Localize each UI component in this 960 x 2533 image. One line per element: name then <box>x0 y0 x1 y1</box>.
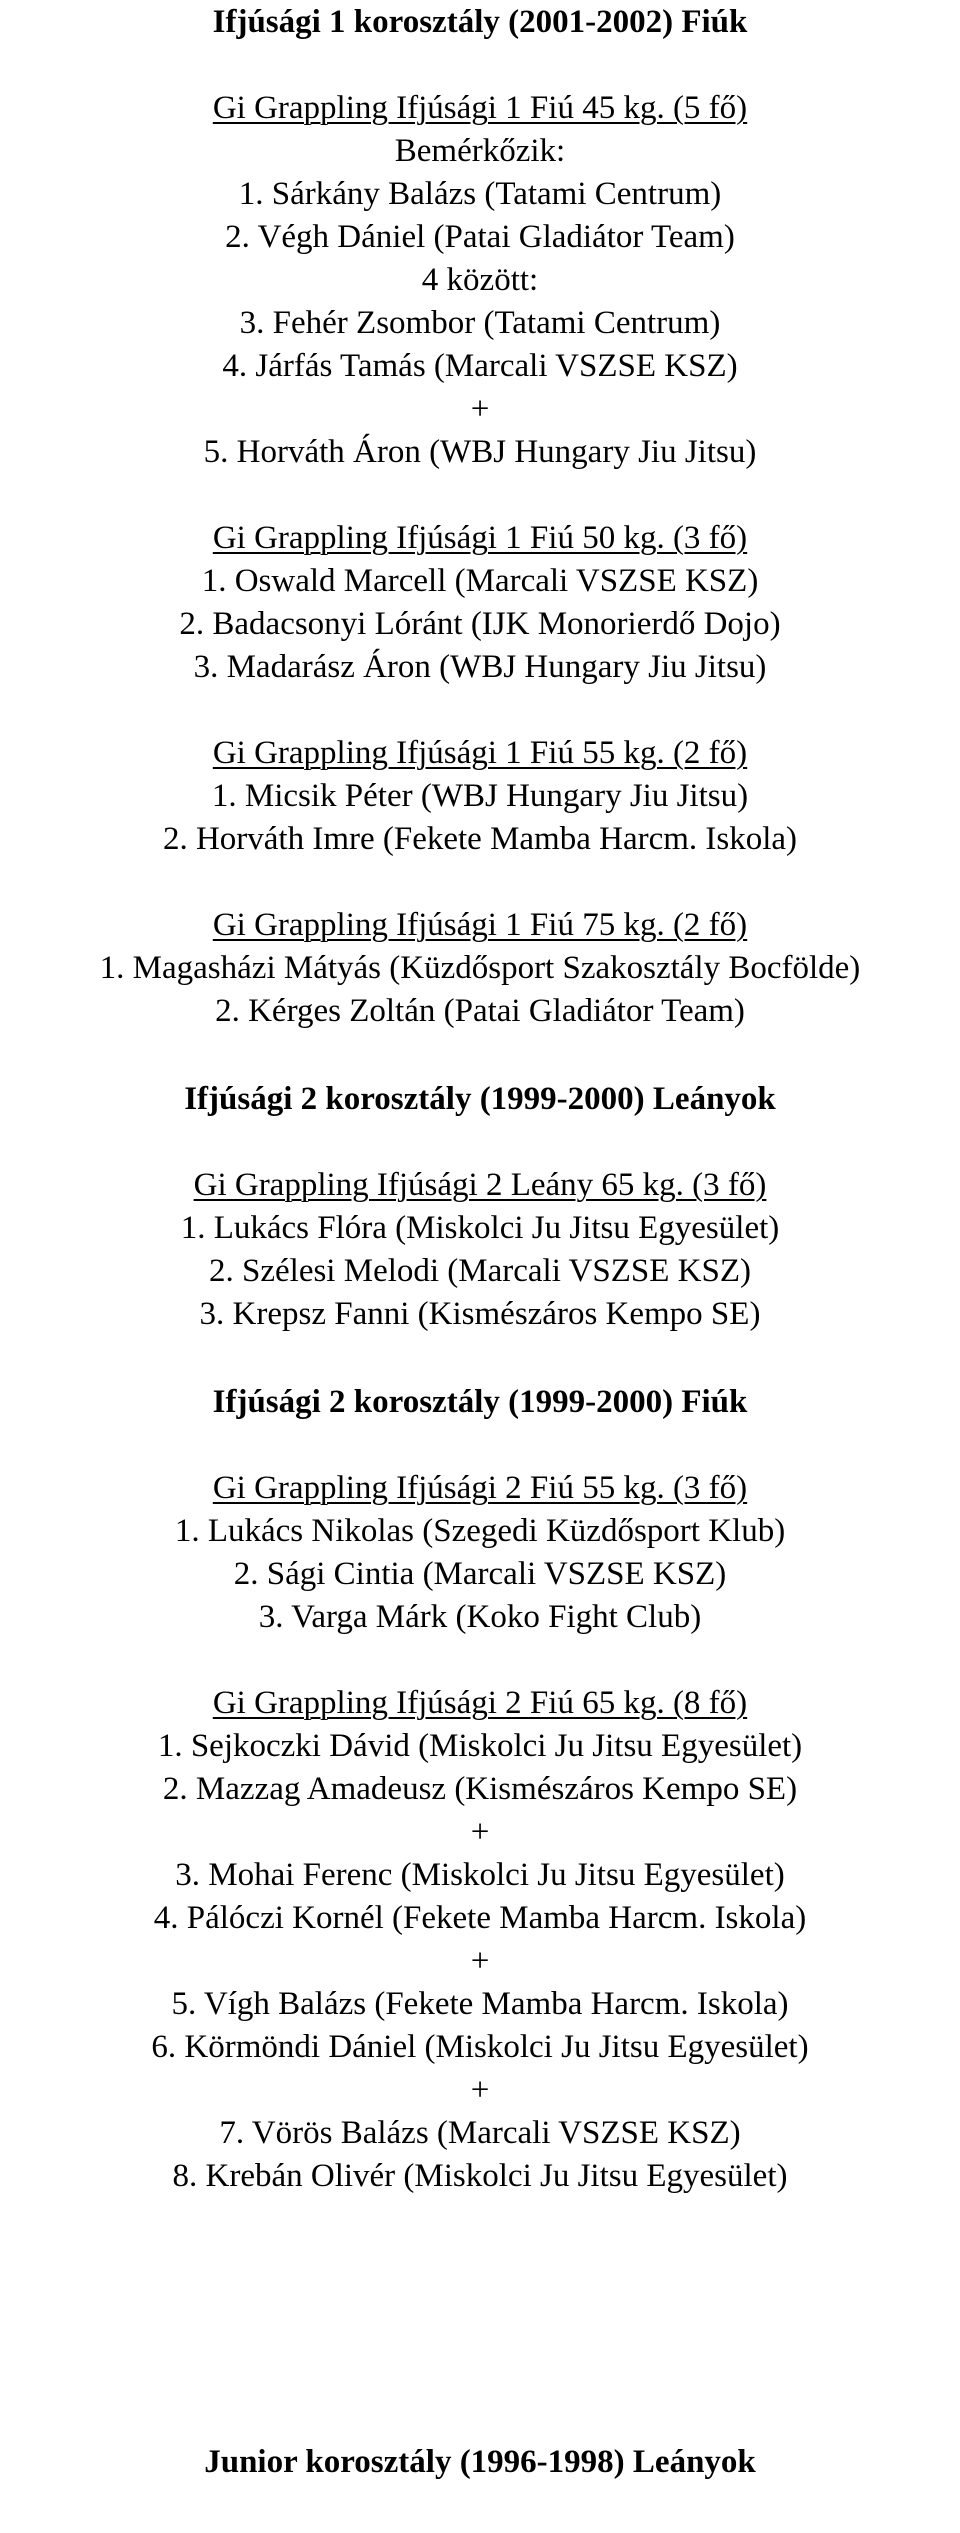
result-line: 5. Vígh Balázs (Fekete Mamba Harcm. Iskola) <box>171 1986 789 2022</box>
result-line: 3. Mohai Ferenc (Miskolci Ju Jitsu Egyesület) <box>175 1857 785 1893</box>
result-line: 6. Körmöndi Dániel (Miskolci Ju Jitsu Egyesület) <box>151 2029 809 2065</box>
result-line: 4 között: <box>421 262 539 298</box>
result-line: 2. Horváth Imre (Fekete Mamba Harcm. Iskola) <box>162 821 798 857</box>
result-line: 1. Micsik Péter (WBJ Hungary Jiu Jitsu) <box>211 778 749 814</box>
result-line: 2. Sági Cintia (Marcali VSZSE KSZ) <box>233 1556 727 1592</box>
category-title <box>0 516 960 560</box>
section-heading: Junior korosztály (1996-1998) Leányok <box>204 2444 756 2480</box>
result-line: 4. Pálóczi Kornél (Fekete Mamba Harcm. Iskola) <box>153 1900 807 1936</box>
result-line: 7. Vörös Balázs (Marcali VSZSE KSZ) <box>219 2115 741 2151</box>
section-heading: Ifjúsági 1 korosztály (2001-2002) Fiúk <box>212 4 748 40</box>
category-title-text: Gi Grappling Ifjúsági 1 Fiú 50 kg. (3 fő) <box>212 520 748 556</box>
plus-separator: + <box>470 2072 490 2108</box>
category-title-text: Gi Grappling Ifjúsági 2 Fiú 65 kg. (8 fő) <box>212 1685 748 1721</box>
category-title <box>0 903 960 947</box>
category-title <box>0 1163 960 1207</box>
section-heading: Ifjúsági 2 korosztály (1999-2000) Leányok <box>184 1081 776 1117</box>
result-line: 4. Járfás Tamás (Marcali VSZSE KSZ) <box>222 348 738 384</box>
category-title-text: Gi Grappling Ifjúsági 1 Fiú 45 kg. (5 fő) <box>212 90 748 126</box>
result-line: 5. Horváth Áron (WBJ Hungary Jiu Jitsu) <box>203 434 757 470</box>
result-line: 8. Krebán Olivér (Miskolci Ju Jitsu Egyesület) <box>172 2158 788 2194</box>
category-title <box>0 1681 960 1725</box>
result-line: 1. Oswald Marcell (Marcali VSZSE KSZ) <box>201 563 759 599</box>
result-line: 1. Sárkány Balázs (Tatami Centrum) <box>238 176 722 212</box>
category-title-text: Gi Grappling Ifjúsági 1 Fiú 75 kg. (2 fő) <box>212 907 748 943</box>
result-line: 1. Sejkoczki Dávid (Miskolci Ju Jitsu Egyesület) <box>157 1728 803 1764</box>
plus-separator: + <box>470 1943 490 1979</box>
result-line: 2. Mazzag Amadeusz (Kismészáros Kempo SE) <box>162 1771 798 1807</box>
category-title <box>0 86 960 130</box>
category-title-text: Gi Grappling Ifjúsági 2 Leány 65 kg. (3 fő) <box>193 1167 767 1203</box>
result-line: 3. Fehér Zsombor (Tatami Centrum) <box>239 305 721 341</box>
result-line: 3. Madarász Áron (WBJ Hungary Jiu Jitsu) <box>193 649 767 685</box>
category-title <box>0 1466 960 1510</box>
result-line: 3. Krepsz Fanni (Kismészáros Kempo SE) <box>199 1296 761 1332</box>
category-title <box>0 731 960 775</box>
category-title-text: Gi Grappling Ifjúsági 1 Fiú 55 kg. (2 fő) <box>212 735 748 771</box>
result-line: 1. Lukács Flóra (Miskolci Ju Jitsu Egyesület) <box>180 1210 780 1246</box>
result-line: 1. Lukács Nikolas (Szegedi Küzdősport Klub) <box>174 1513 786 1549</box>
result-line: 2. Badacsonyi Lóránt (IJK Monorierdő Dojo) <box>179 606 781 642</box>
result-line: Bemérkőzik: <box>394 133 566 169</box>
result-line: 2. Kérges Zoltán (Patai Gladiátor Team) <box>215 993 745 1029</box>
section-heading: Ifjúsági 2 korosztály (1999-2000) Fiúk <box>212 1384 748 1420</box>
category-title-text: Gi Grappling Ifjúsági 2 Fiú 55 kg. (3 fő) <box>212 1470 748 1506</box>
result-line: 2. Végh Dániel (Patai Gladiátor Team) <box>225 219 735 255</box>
result-line: 2. Szélesi Melodi (Marcali VSZSE KSZ) <box>209 1253 751 1289</box>
result-line: 3. Varga Márk (Koko Fight Club) <box>258 1599 702 1635</box>
plus-separator: + <box>470 1814 490 1850</box>
plus-separator: + <box>470 391 490 427</box>
result-line: 1. Magasházi Mátyás (Küzdősport Szakosztály Bocfölde) <box>99 950 861 986</box>
